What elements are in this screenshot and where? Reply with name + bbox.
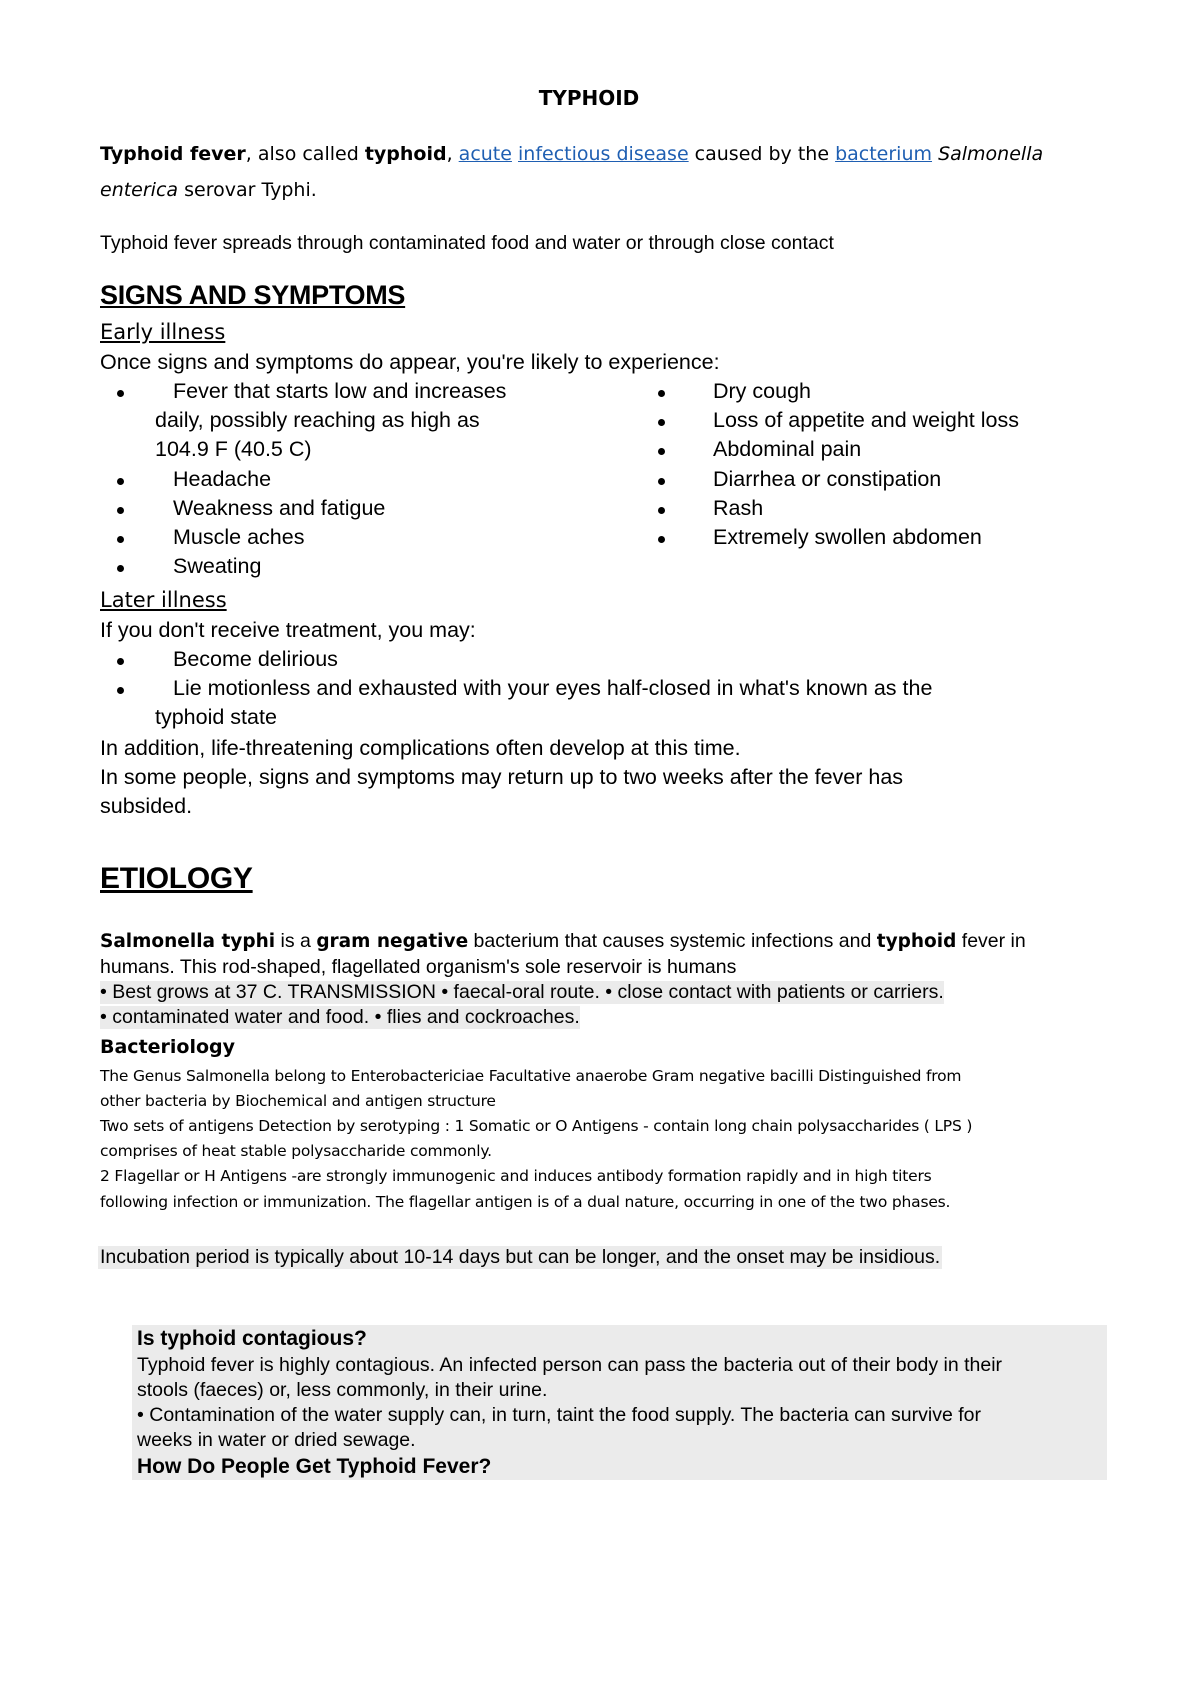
contagious-heading: Is typhoid contagious?	[137, 1327, 367, 1350]
incubation-paragraph: Incubation period is typically about 10-14 days but can be longer, and the onset may be insidious.	[100, 1246, 941, 1268]
etiology-bold-salmonella: Salmonella typhi	[100, 931, 276, 952]
bullet-item-text: 104.9 F (40.5 C)	[155, 437, 312, 462]
bullet-item-text: typhoid state	[155, 705, 277, 730]
page-title: TYPHOID	[538, 86, 640, 110]
bullet-dot	[117, 658, 124, 665]
bacteriology-line-1: The Genus Salmonella belong to Enterobactericiae Facultative anaerobe Gram negative bacilli Distinguished from	[100, 1067, 962, 1085]
bullet-item-text: Headache	[173, 466, 272, 491]
link-infectious-disease[interactable]: infectious disease	[518, 143, 689, 165]
intro-italic-salmonella: Salmonella	[938, 143, 1044, 165]
return-paragraph-line-2: subsided.	[100, 794, 193, 818]
etiology-line-3: • Best grows at 37 C. TRANSMISSION • faecal-oral route. • close contact with patients or carriers.	[100, 981, 944, 1003]
link-acute[interactable]: acute	[458, 143, 512, 165]
intro-bold-typhoid: typhoid	[364, 143, 447, 165]
early-intro: Once signs and symptoms do appear, you're likely to experience:	[100, 350, 720, 374]
bullet-item-text: Muscle aches	[173, 525, 305, 549]
bullet-item-text: Become delirious	[173, 647, 338, 671]
intro-italic-enterica: enterica	[100, 179, 179, 201]
bullet-item-text: daily, possibly reaching as high as	[155, 408, 480, 433]
etiology-line-4: • contaminated water and food. • flies and cockroaches.	[100, 1006, 580, 1028]
signs-heading: SIGNS AND SYMPTOMS	[100, 280, 406, 310]
bullet-item-text: Diarrhea or constipation	[713, 466, 942, 491]
intro-bold-typhoid-fever: Typhoid fever	[100, 143, 246, 165]
bullet-item-text: Weakness and fatigue	[173, 495, 386, 520]
bacteriology-heading: Bacteriology	[100, 1036, 236, 1058]
bullet-dot	[658, 478, 665, 485]
contagious-line-4: weeks in water or dried sewage.	[137, 1429, 416, 1451]
spread-paragraph: Typhoid fever spreads through contaminated food and water or through close contact	[100, 232, 834, 254]
intro-line-2	[100, 179, 317, 201]
bacteriology-line-4: comprises of heat stable polysaccharide commonly.	[100, 1142, 492, 1160]
bacteriology-line-3: Two sets of antigens Detection by serotyping : 1 Somatic or O Antigens - contain long chain polysaccharides ( LPS )	[100, 1117, 973, 1135]
return-paragraph-line-1: In some people, signs and symptoms may return up to two weeks after the fever has	[100, 765, 904, 789]
contagious-line-2: stools (faeces) or, less commonly, in their urine.	[137, 1379, 548, 1401]
bullet-item-text: Rash	[713, 495, 764, 520]
etiology-line-2: humans. This rod-shaped, flagellated organism's sole reservoir is humans	[100, 956, 737, 978]
bacteriology-line-6: following infection or immunization. The flagellar antigen is of a dual nature, occurring in one of the two phases.	[100, 1193, 951, 1211]
etiology-bold-typhoid: typhoid	[876, 931, 957, 952]
etiology-line-1	[100, 930, 1026, 953]
bullet-dot	[117, 565, 124, 572]
contagious-subheading: How Do People Get Typhoid Fever?	[137, 1455, 492, 1478]
bullet-dot	[658, 390, 665, 397]
contagious-line-3: • Contamination of the water supply can, in turn, taint the food supply. The bacteria can survive for	[137, 1404, 981, 1426]
intro-text: , also called	[245, 143, 365, 165]
bullet-item-text: Extremely swollen abdomen	[713, 525, 982, 549]
link-bacterium[interactable]: bacterium	[835, 143, 933, 165]
etiology-text: bacterium that causes systemic infections and	[468, 930, 877, 952]
bullet-dot	[117, 507, 124, 514]
early-illness-heading: Early illness	[100, 320, 226, 344]
bullet-dot	[658, 507, 665, 514]
intro-text: serovar Typhi.	[178, 179, 317, 201]
bullet-item-text: Fever that starts low and increases	[173, 379, 507, 403]
intro-line-1	[100, 143, 1043, 165]
bullet-item-text: Sweating	[173, 554, 262, 579]
bullet-dot	[658, 419, 665, 426]
bullet-item-text: Lie motionless and exhausted with your eyes half-closed in what's known as the	[173, 676, 933, 701]
intro-text: caused by the	[688, 143, 836, 165]
addition-paragraph: In addition, life-threatening complications often develop at this time.	[100, 736, 741, 760]
bullet-dot	[658, 536, 665, 543]
bullet-dot	[658, 448, 665, 455]
etiology-bold-gram-negative: gram negative	[316, 931, 469, 952]
bullet-dot	[117, 687, 124, 694]
etiology-text: is a	[275, 930, 317, 952]
etiology-heading: ETIOLOGY	[100, 862, 253, 895]
later-intro: If you don't receive treatment, you may:	[100, 618, 476, 642]
bullet-dot	[117, 478, 124, 485]
bacteriology-line-5: 2 Flagellar or H Antigens -are strongly immunogenic and induces antibody formation rapidly and in high titers	[100, 1167, 932, 1185]
intro-text: ,	[446, 143, 459, 165]
bullet-item-text: Abdominal pain	[713, 437, 862, 462]
bullet-item-text: Loss of appetite and weight loss	[713, 408, 1019, 433]
bacteriology-line-2: other bacteria by Biochemical and antigen structure	[100, 1092, 496, 1110]
later-illness-heading: Later illness	[100, 588, 227, 612]
bullet-dot	[117, 536, 124, 543]
bullet-dot	[117, 390, 124, 397]
bullet-item-text: Dry cough	[713, 379, 811, 403]
etiology-text: fever in	[956, 930, 1026, 952]
contagious-line-1: Typhoid fever is highly contagious. An infected person can pass the bacteria out of their body in their	[137, 1354, 1003, 1376]
